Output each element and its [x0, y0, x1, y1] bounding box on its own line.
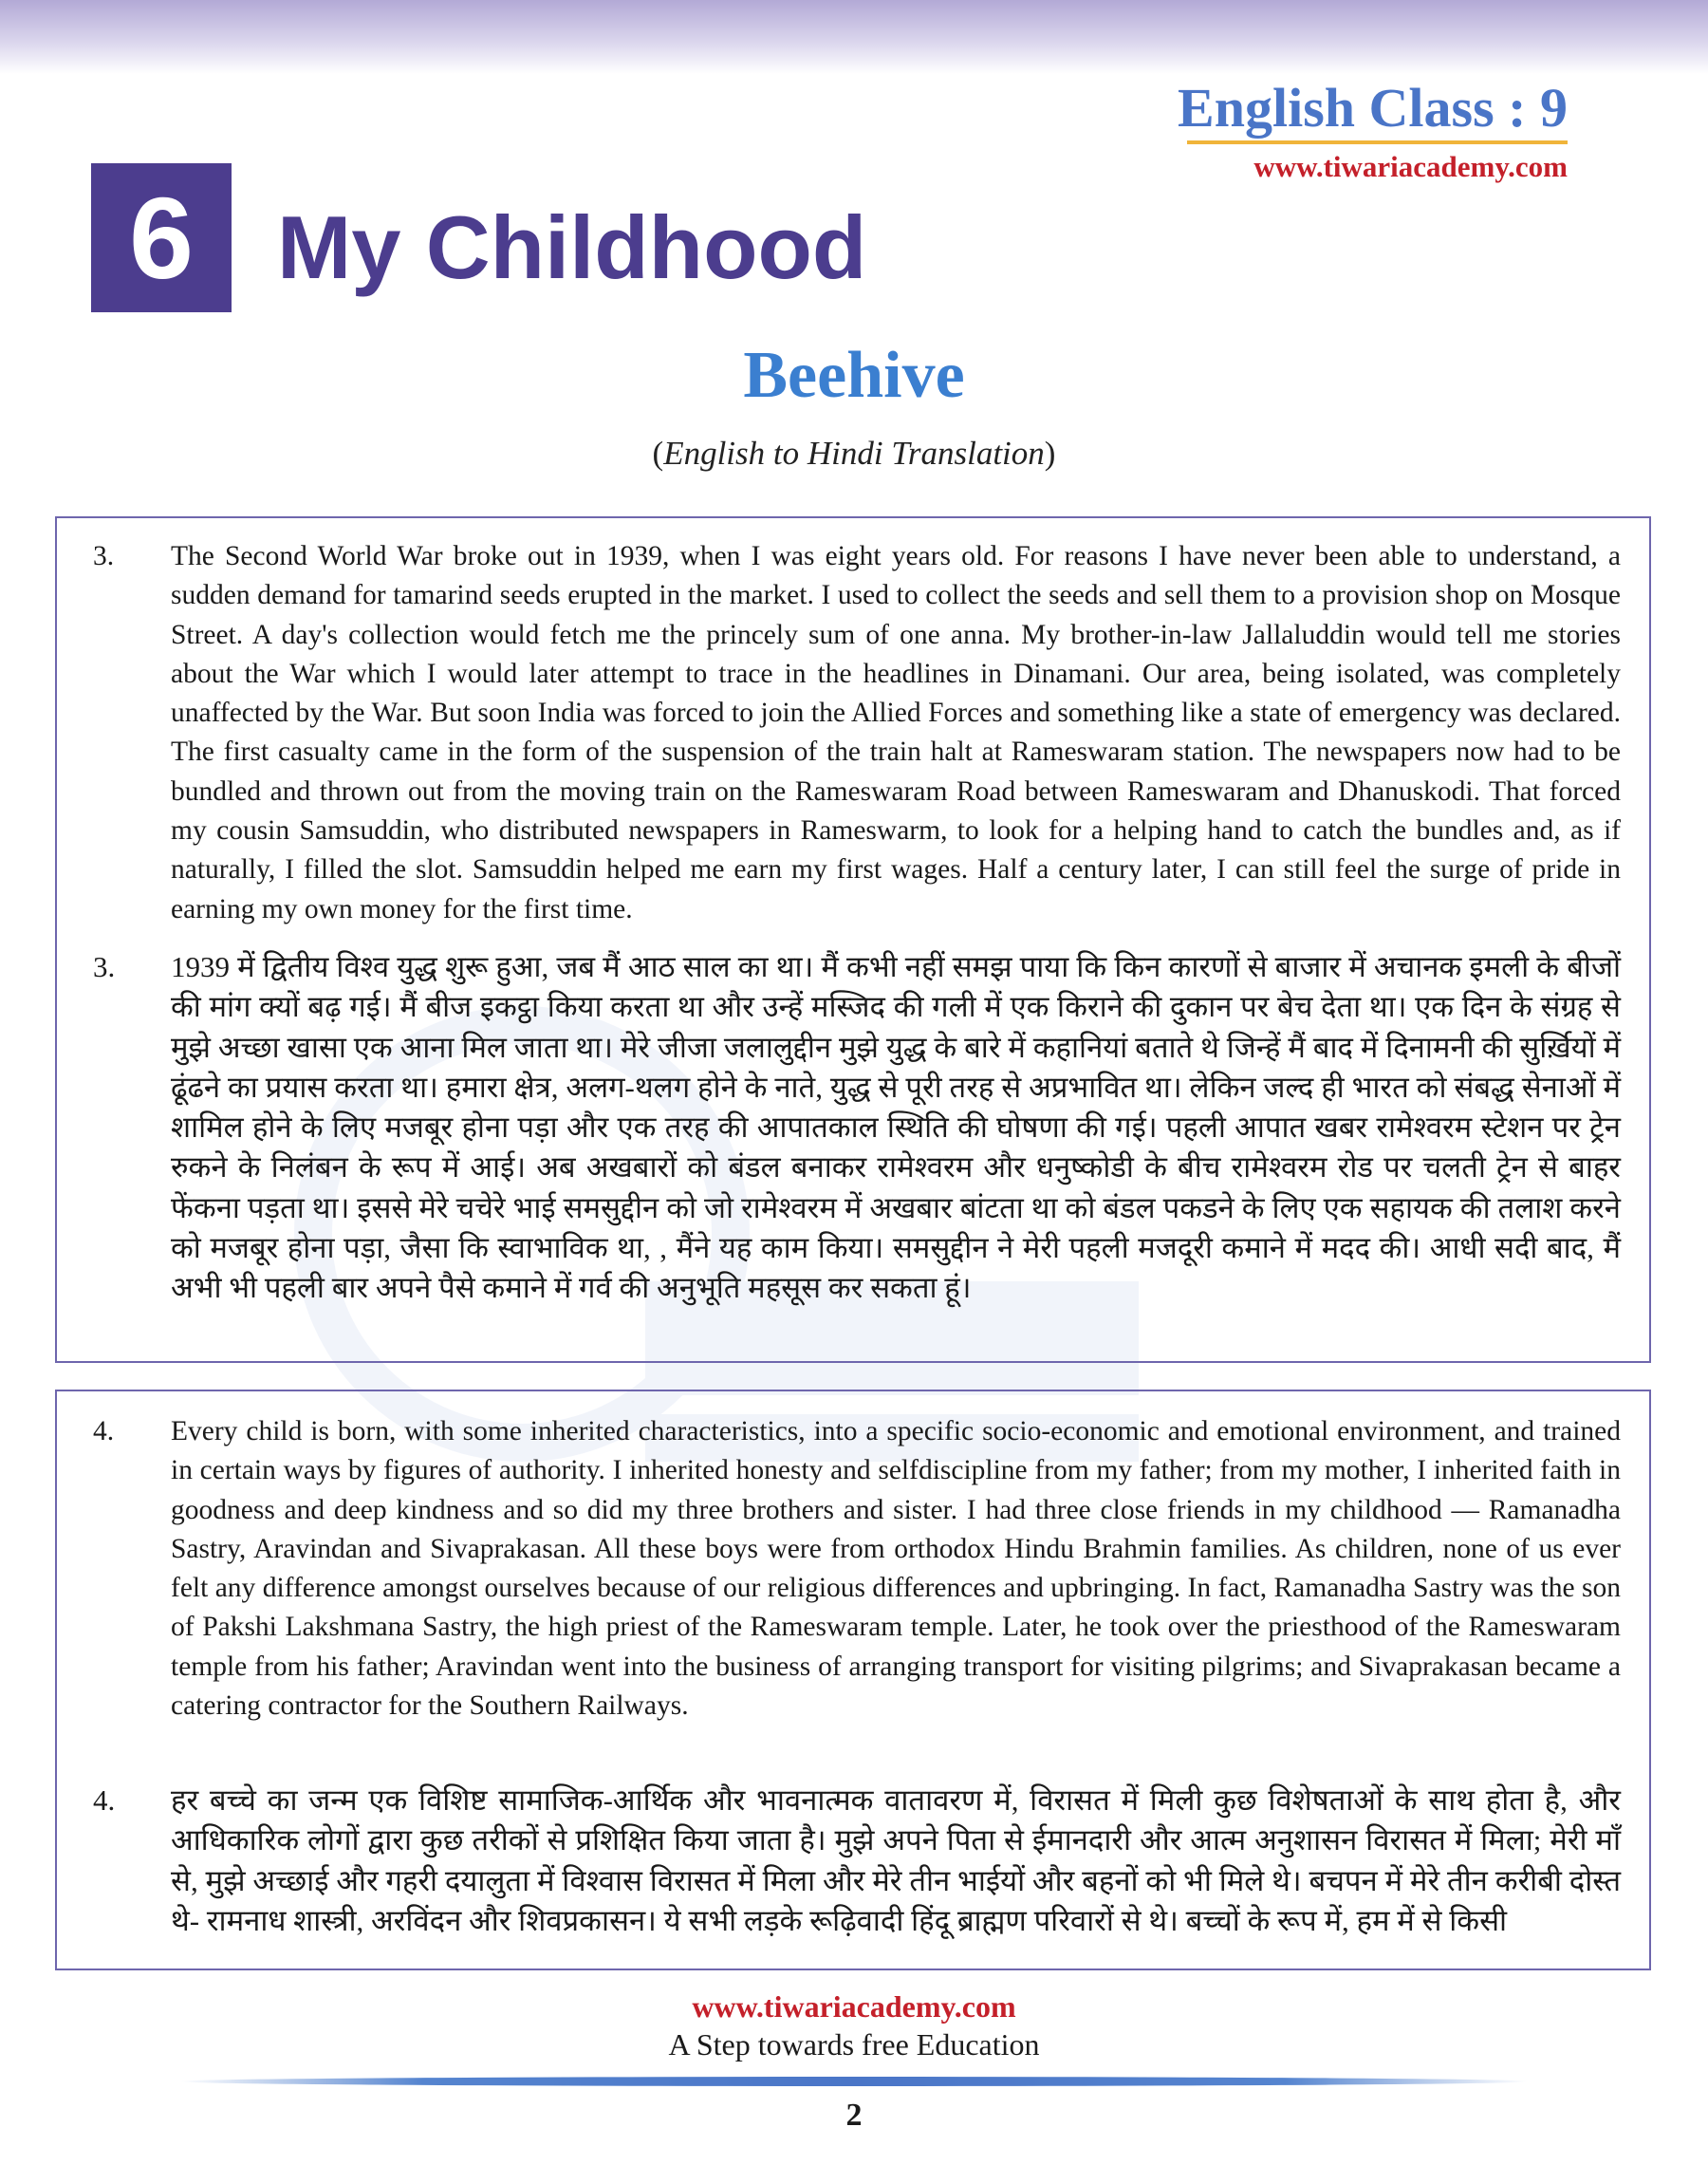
- paragraph-number: 3.: [93, 541, 115, 571]
- footer-url-link[interactable]: www.tiwariacademy.com: [692, 1989, 1016, 2024]
- hindi-text: हर बच्चे का जन्म एक विशिष्ट सामाजिक-आर्थिक और भावनात्मक वातावरण में, विरासत में मिली कुछ विशेषताओं के साथ होता है, और आधिकारिक लोगों द्वारा कुछ तरीकों से प्रशिक्षित किया जाता है। मुझे अपने पिता से ईमानदारी और आत्म अनुशासन विरासत में मिला; मेरी माँ से, मुझे अच्छाई और गहरी दयालुता में विश्वास विरासत में मिला और मेरे तीन भाईयों और बहनों को भी मिले थे। बचपन में मेरे तीन करीबी दोस्त थे- रामनाध शास्त्री, अरविंदन और शिवप्रकासन। ये सभी लड़के रूढ़िवादी हिंदू ब्राह्मण परिवारों से थे। बच्चों के रूप में, हम में से किसी: [171, 1783, 1621, 1937]
- chapter-number-box: [91, 163, 232, 312]
- hindi-text: 1939 में द्वितीय विश्व युद्ध शुरू हुआ, जब मैं आठ साल का था। मैं कभी नहीं समझ पाया कि किन कारणों से बाजार में अचानक इमली के बीजों की मांग क्यों बढ़ गई। मैं बीज इकट्ठा किया करता था और उन्हें मस्जिद की गली में एक किराने की दुकान पर बेच देता था। एक दिन के संग्रह से मुझे अच्छा खासा एक आना मिल जाता था। मेरे जीजा जलालुद्दीन मुझे युद्ध के बारे में कहानियां बताते थे जिन्हें मैं बाद में दिनामनी की सुर्ख़ियों में ढूंढने का प्रयास करता था। हमारा क्षेत्र, अलग-थलग होने के नाते, युद्ध से पूरी तरह से अप्रभावित था। लेकिन जल्द ही भारत को संबद्ध सेनाओं में शामिल होने के लिए मजबूर होना पड़ा और एक तरह की आपातकाल स्थिति की घोषणा की गई। पहली आपात खबर रामेश्वरम स्टेशन पर ट्रेन रुकने के निलंबन के रूप में आई। अब अखबारों को बंडल बनाकर रामेश्वरम और धनुष्कोडी के बीच रामेश्वरम रोड पर चलती ट्रेन से बाहर फेंकना पड़ता था। इससे मेरे चचेरे भाई समसुद्दीन को जो रामेश्वरम में अखबार बांटता था को बंडल पकडने के लिए एक सहायक की तलाश करने को मजबूर होना पड़ा, जैसा कि स्वाभाविक था, , मैंने यह काम किया। समसुद्दीन ने मेरी पहली मजदूरी कमाने में मदद की। आधी सदी बाद, मैं अभी भी पहली बार अपने पैसे कमाने में गर्व की अनुभूति महसूस कर सकता हूं।: [171, 950, 1621, 1305]
- footer-divider: [180, 2077, 1528, 2086]
- chapter-title: My Childhood: [277, 197, 867, 297]
- english-text: Every child is born, with some inherited characteristics, into a specific socio-economic and emotional environment, and trained in certain ways by figures of authority. I inherited honesty and selfdiscipline from my father; from my mother, I inherited faith in goodness and deep kindness and so did my three brothers and sister. I had three close friends in my childhood — Ramanadha Sastry, Aravindan and Sivaprakasan. All these boys were from orthodox Hindu Brahmin families. As children, none of us ever felt any difference amongst ourselves because of our religious differences and upbringing. In fact, Ramanadha Sastry was the son of Pakshi Lakshmana Sastry, the high priest of the Rameswaram temple. Later, he took over the priesthood of the Rameswaram temple from his father; Aravindan went into the business of arranging transport for visiting pilgrims; and Sivaprakasan became a catering contractor for the Southern Railways.: [171, 1416, 1621, 1722]
- brand-block: [1178, 78, 1568, 184]
- paragraph-number: 3.: [93, 950, 116, 983]
- paragraph-number: 4.: [93, 1783, 116, 1817]
- translation-panel-1: [55, 516, 1651, 1363]
- hindi-paragraph-3: [93, 947, 1621, 1309]
- subtitle-text: English to Hindi Translation: [663, 435, 1045, 472]
- english-paragraph-3: [93, 537, 1621, 929]
- footer-tagline: A Step towards free Education: [668, 2027, 1040, 2062]
- hindi-paragraph-4: [93, 1781, 1621, 1941]
- subtitle-close-paren: ): [1044, 435, 1056, 472]
- translation-panel-2: [55, 1390, 1651, 1970]
- english-paragraph-4: [93, 1412, 1621, 1726]
- chapter-number: 6: [129, 173, 194, 303]
- brand-title: English Class : 9: [1178, 77, 1568, 139]
- brand-url-link[interactable]: www.tiwariacademy.com: [1253, 149, 1568, 183]
- book-name: Beehive: [743, 339, 965, 412]
- subtitle-open-paren: (: [652, 435, 664, 472]
- subtitle: [0, 435, 1708, 473]
- paragraph-number: 4.: [93, 1416, 115, 1446]
- top-gradient-band: [0, 0, 1708, 74]
- page-number: 2: [845, 2098, 863, 2133]
- brand-underline: [1187, 140, 1568, 144]
- english-text: The Second World War broke out in 1939, when I was eight years old. For reasons I have never been able to understand, a sudden demand for tamarind seeds erupted in the market. I used to collect the seeds and sell them to a provision shop on Mosque Street. A day's collection would fetch me the princely sum of one anna. My brother-in-law Jallaluddin would tell me stories about the War which I would later attempt to trace in the headlines in Dinamani. Our area, being isolated, was completely unaffected by the War. But soon India was forced to join the Allied Forces and something like a state of emergency was declared. The first casualty came in the form of the suspension of the train halt at Rameswaram station. The newspapers now had to be bundled and thrown out from the moving train on the Rameswaram Road between Rameswaram and Dhanuskodi. That forced my cousin Samsuddin, who distributed newspapers in Rameswarm, to look for a helping hand to catch the bundles and, as if naturally, I filled the slot. Samsuddin helped me earn my first wages. Half a century later, I can still feel the surge of pride in earning my own money for the first time.: [171, 541, 1621, 924]
